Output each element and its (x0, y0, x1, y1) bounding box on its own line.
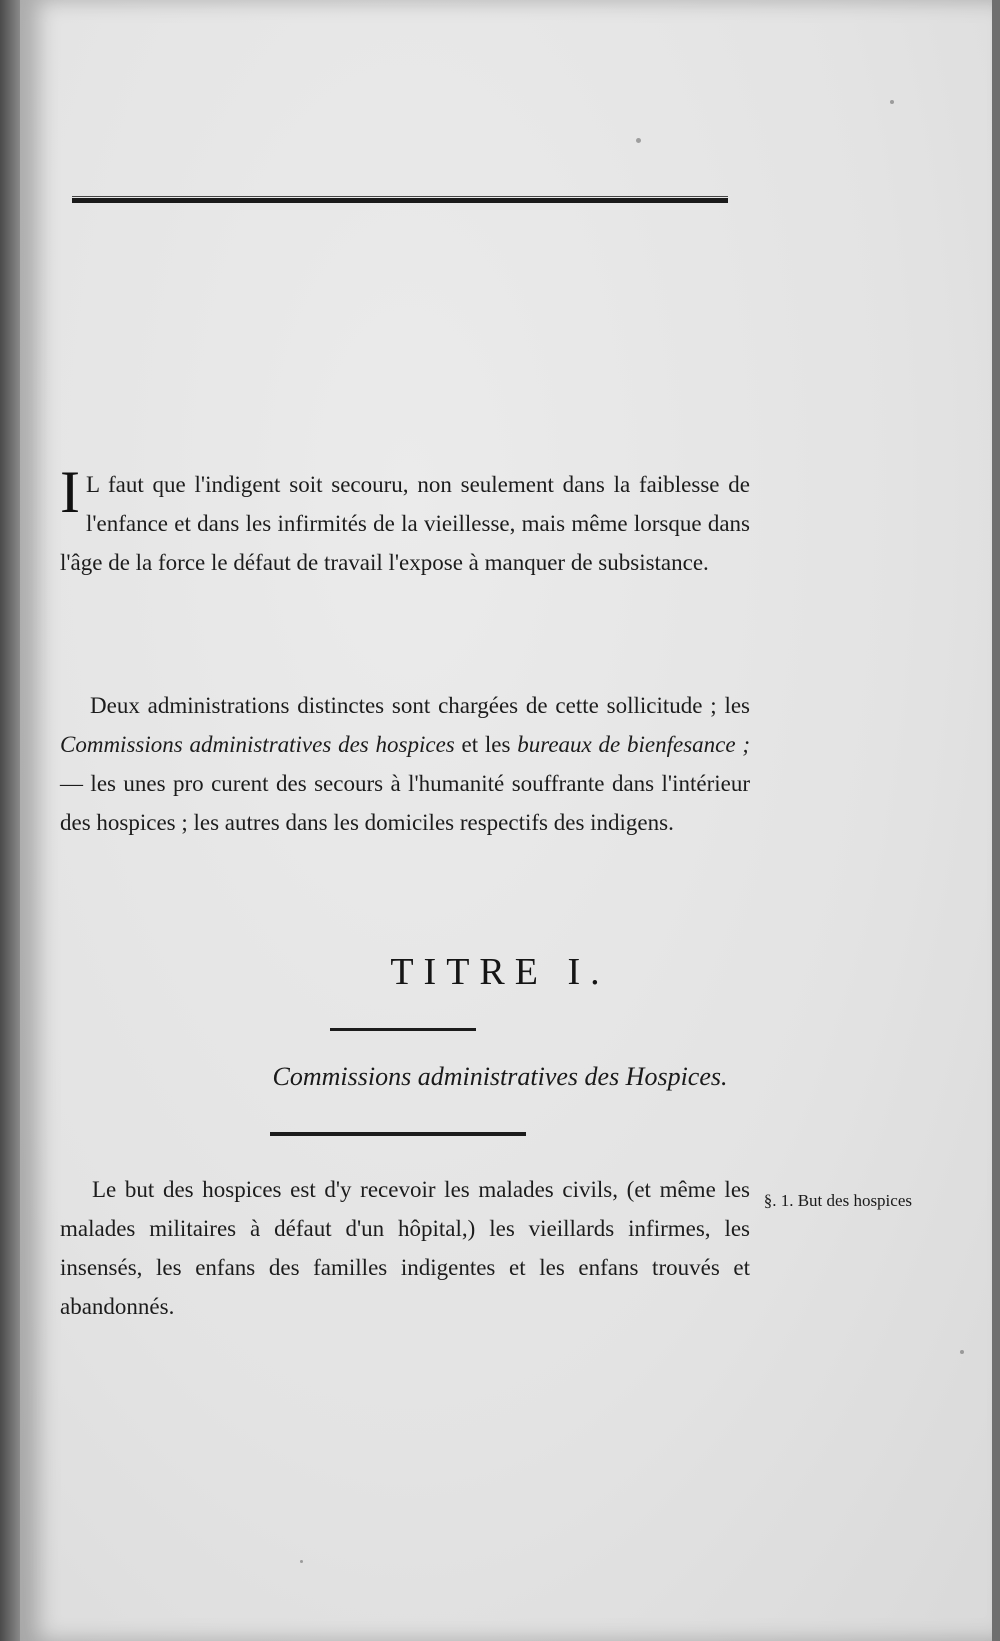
drop-cap: I (60, 459, 80, 525)
paragraph-administrations-text-a: Deux administrations distinctes sont chargées de cette sollicitude ; les (90, 693, 750, 718)
book-gutter (0, 0, 20, 1641)
paragraph-but-des-hospices: Le but des hospices est d'y recevoir les malades civils, (et même les malades militaires à défaut d'un hôpital,) les vieillards infirmes, les insensés, les enfans des familles indigentes et les enfans trouvés et abandonnés. (60, 1177, 750, 1319)
paper-speck (890, 100, 894, 104)
header-rule (72, 198, 728, 203)
paragraph-administrations-text-c: — les unes pro curent des secours à l'humanité souffrante dans l'intérieur des hospices ; les autres dans les domiciles respectifs des indigens. (60, 771, 750, 835)
subtitle-rule (270, 1132, 526, 1136)
paragraph-intro (60, 459, 750, 582)
paper-speck (960, 1350, 964, 1354)
italic-bureaux: bureaux de bienfesance ; (517, 732, 750, 757)
paragraph-administrations-text-b: et les (454, 732, 518, 757)
paper-speck (300, 1560, 303, 1563)
paragraph-intro-text: L faut que l'indigent soit secouru, non seulement dans la faiblesse de l'enfance et dans les infirmités de la vieillesse, mais même lorsque dans l'âge de la force le défaut de travail l'expose à manquer de subsistance. (60, 472, 750, 575)
margin-note: §. 1. But des hospices (763, 1191, 912, 1210)
section-title: TITRE I. (390, 951, 610, 993)
title-rule (330, 1028, 476, 1031)
italic-commissions: Commissions administratives des hospices (60, 732, 455, 757)
header-rule-thin (72, 196, 728, 197)
paragraph-administrations (60, 686, 750, 842)
section-subtitle: Commissions administratives des Hospices. (272, 1062, 728, 1091)
paper-speck (636, 138, 641, 143)
